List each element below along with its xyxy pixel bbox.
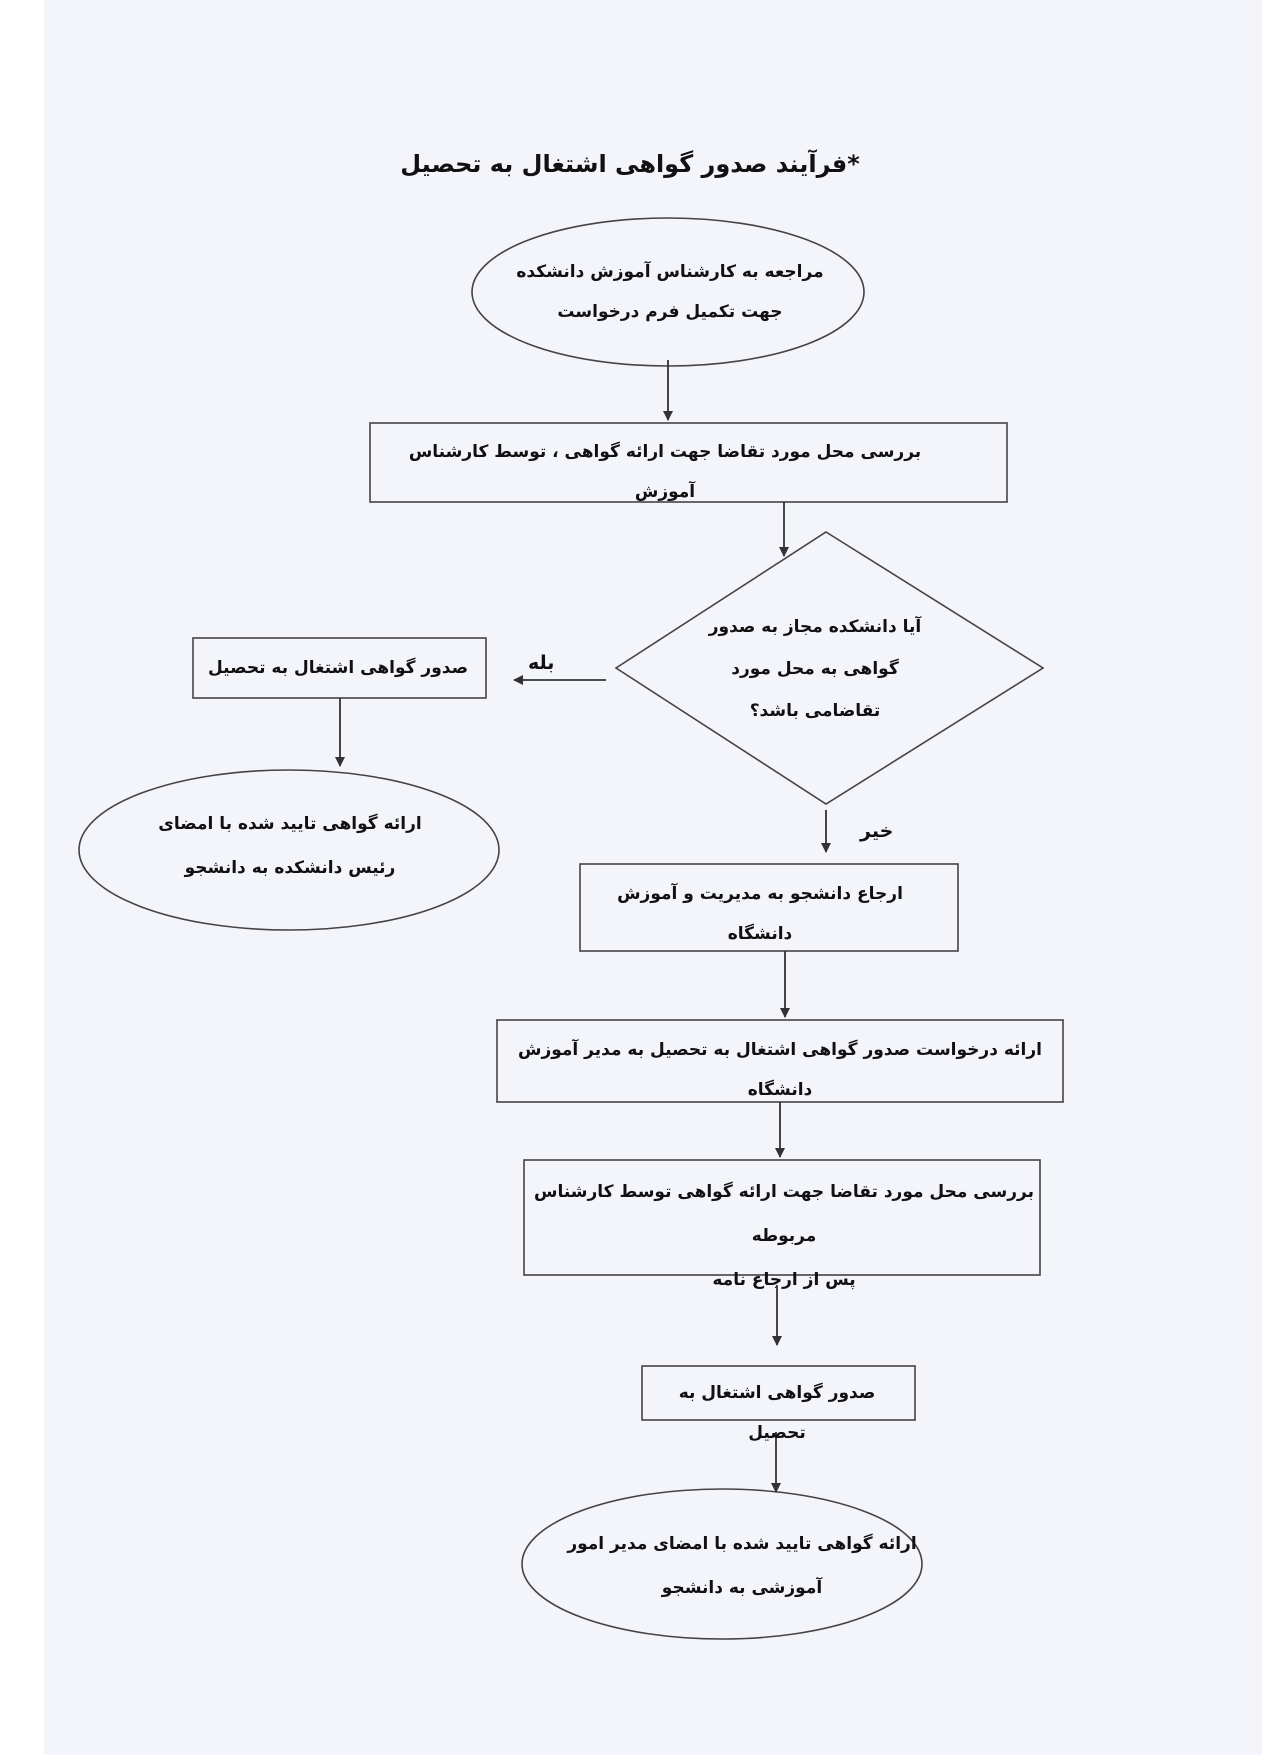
page-title: *فرآیند صدور گواهی اشتغال به تحصیل xyxy=(400,150,860,178)
end-left-text xyxy=(140,802,440,890)
end-final-line-1: ارائه گواهی تایید شده با امضای مدیر امور xyxy=(567,1534,917,1554)
decision-line-2: گواهی به محل مورد xyxy=(731,659,899,679)
submit-request-line-1: ارائه درخواست صدور گواهی اشتغال به تحصیل به مدیر آموزش دانشگاه xyxy=(518,1040,1042,1100)
yes-label: بله xyxy=(528,652,555,674)
issue-final-text xyxy=(652,1373,902,1453)
decision-text xyxy=(700,606,930,732)
end-final-line-2: آموزشی به دانشجو xyxy=(661,1578,823,1598)
review-location-text xyxy=(380,432,950,512)
review-after-referral-line-2: پس از ارجاع نامه xyxy=(712,1270,856,1290)
decision-line-3: تقاضامی باشد؟ xyxy=(749,701,881,721)
end-final-text xyxy=(552,1522,932,1610)
review-after-referral-text xyxy=(534,1170,1034,1302)
review-location-line-1: بررسی محل مورد تقاضا جهت ارائه گواهی ، توسط کارشناس آموزش xyxy=(408,442,922,502)
end-left-line-1: ارائه گواهی تایید شده با امضای xyxy=(158,814,422,834)
start-line-2: جهت تکمیل فرم درخواست xyxy=(557,302,783,322)
end-left-line-2: رئیس دانشکده به دانشجو xyxy=(184,858,396,878)
start-text xyxy=(500,252,840,332)
refer-student-text xyxy=(590,874,930,954)
no-label: خیر xyxy=(860,820,894,842)
issue-left-line-1: صدور گواهی اشتغال به تحصیل xyxy=(207,658,469,678)
review-after-referral-line-1: بررسی محل مورد تقاضا جهت ارائه گواهی توسط کارشناس مربوطه xyxy=(534,1182,1034,1246)
issue-left-text xyxy=(203,648,473,688)
start-line-1: مراجعه به کارشناس آموزش دانشکده xyxy=(516,262,824,282)
submit-request-text xyxy=(510,1030,1050,1110)
decision-line-1: آیا دانشکده مجاز به صدور xyxy=(708,617,922,637)
issue-final-line-1: صدور گواهی اشتغال به تحصیل xyxy=(678,1383,876,1443)
refer-student-line-1: ارجاع دانشجو به مدیریت و آموزش دانشگاه xyxy=(617,884,903,944)
